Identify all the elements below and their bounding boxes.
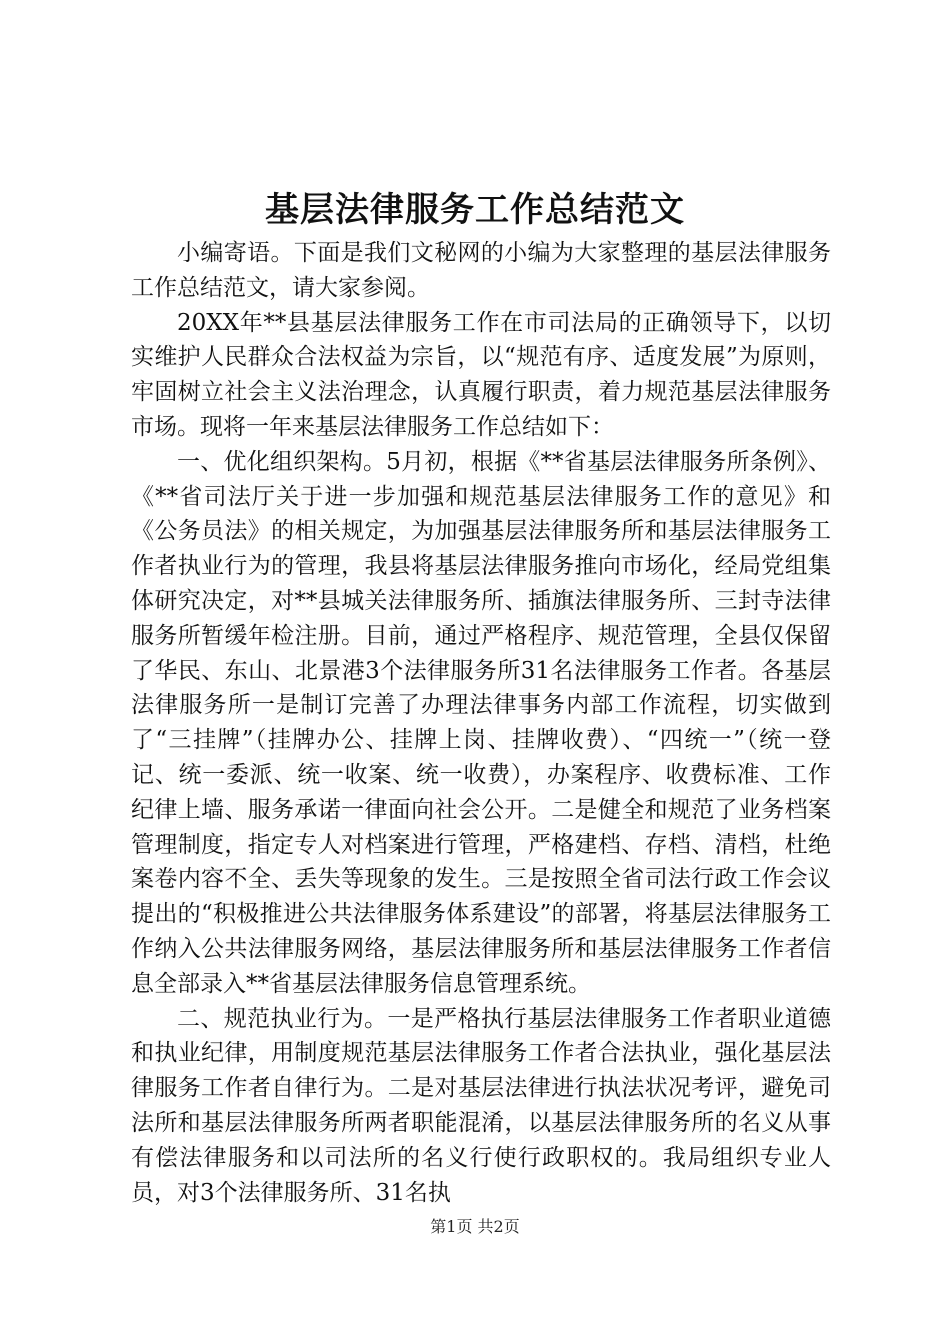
document-body <box>131 236 831 1210</box>
document-title: 基层法律服务工作总结范文 <box>265 190 685 230</box>
paragraph-section-one: 一、优化组织架构。5月初，根据《**省基层法律服务所条例》、《**省司法厅关于进一步加强和规范基层法律服务工作的意见》和《公务员法》的相关规定，为加强基层法律服务所和基层法律服务工作者执业行为的管理，我县将基层法律服务推向市场化，经局党组集体研究决定，对**县城关法律服务所、插旗法律服务所、三封寺法律服务所暂缓年检注册。目前，通过严格程序、规范管理，全县仅保留了华民、东山、北景港3个法律服务所31名法律服务工作者。各基层法律服务所一是制订完善了办理法律事务内部工作流程，切实做到了“三挂牌”（挂牌办公、挂牌上岗、挂牌收费）、“四统一”（统一登记、统一委派、统一收案、统一收费），办案程序、收费标准、工作纪律上墙、服务承诺一律面向社会公开。二是健全和规范了业务档案管理制度，指定专人对档案进行管理，严格建档、存档、清档，杜绝案卷内容不全、丢失等现象的发生。三是按照全省司法行政工作会议提出的“积极推进公共法律服务体系建设”的部署，将基层法律服务工作纳入公共法律服务网络，基层法律服务所和基层法律服务工作者信息全部录入**省基层法律服务信息管理系统。 <box>131 448 831 997</box>
page-footer: 第1页 共2页 <box>430 1217 520 1236</box>
paragraph-section-two: 二、规范执业行为。一是严格执行基层法律服务工作者职业道德和执业纪律，用制度规范基层法律服务工作者合法执业，强化基层法律服务工作者自律行为。二是对基层法律进行执法状况考评，避免司法所和基层法律服务所两者职能混淆，以基层法律服务所的名义从事有偿法律服务和以司法所的名义行使行政职权的。我局组织专业人员，对3个法律服务所、31名执 <box>131 1005 831 1206</box>
paragraph-overview: 20XX年**县基层法律服务工作在市司法局的正确领导下，以切实维护人民群众合法权益为宗旨，以“规范有序、适度发展”为原则，牢固树立社会主义法治理念，认真履行职责，着力规范基层法律服务市场。现将一年来基层法律服务工作总结如下： <box>131 309 831 440</box>
paragraph-intro: 小编寄语。下面是我们文秘网的小编为大家整理的基层法律服务工作总结范文，请大家参阅。 <box>131 240 831 301</box>
